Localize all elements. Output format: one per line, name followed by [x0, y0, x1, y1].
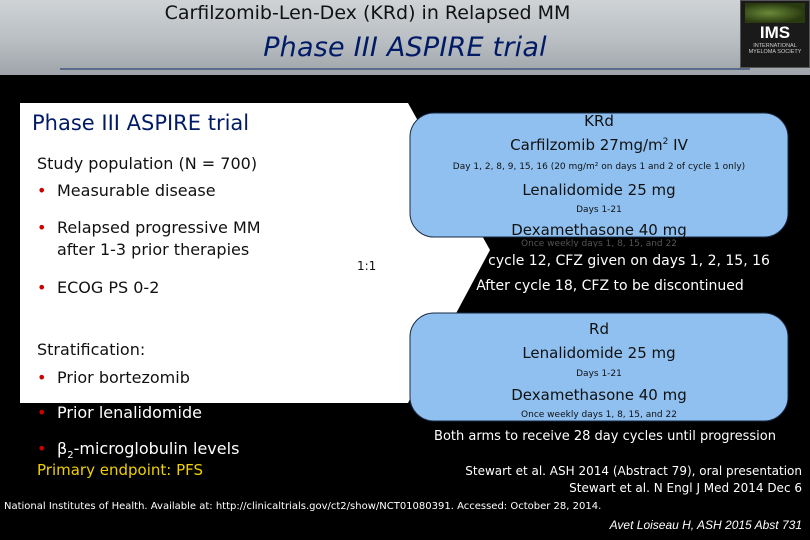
- slide-title: Carfilzomib-Len-Dex (KRd) in Relapsed MM: [164, 2, 571, 24]
- slide-subtitle: Phase III ASPIRE trial: [263, 32, 547, 63]
- krd-carfilzomib-days: Day 1, 2, 8, 9, 15, 16 (20 mg/m² on days 1 and 2 of cycle 1 only): [452, 162, 746, 172]
- rd-lenalidomide: Lenalidomide 25 mg: [522, 344, 676, 362]
- krd-title: KRd: [584, 112, 614, 130]
- bullet-measurable: • Measurable disease: [37, 181, 216, 200]
- bullet-relapsed-cont: after 1-3 prior therapies: [57, 240, 250, 259]
- logo-subtext: INTERNATIONAL MYELOMA SOCIETY: [748, 43, 802, 55]
- krd-lenalidomide: Lenalidomide 25 mg: [522, 181, 676, 199]
- note-after-cycle-12: After cycle 12, CFZ given on days 1, 2, 15, 16: [450, 253, 770, 269]
- stratification-title: Stratification:: [37, 340, 146, 359]
- reference-4: Avet Loiseau H, ASH 2015 Abst 731: [609, 518, 802, 532]
- krd-box: [410, 113, 788, 237]
- reference-2: Stewart et al. N Engl J Med 2014 Dec 6: [569, 481, 802, 495]
- reference-3: National Institutes of Health. Available at: http://clinicaltrials.gov/ct2/show/NCT01080391. Accessed: October 28, 2014.: [4, 501, 602, 512]
- bullet-b2m: • $\beta_2$-microglobulin levels: [37, 439, 240, 462]
- left-heading: Phase III ASPIRE trial: [32, 111, 250, 135]
- bullet-relapsed: • Relapsed progressive MM: [37, 218, 261, 237]
- rd-dexamethasone: Dexamethasone 40 mg: [511, 386, 687, 404]
- population: Study population (N = 700): [37, 154, 258, 173]
- both-arms-note: Both arms to receive 28 day cycles until progression: [434, 429, 776, 444]
- krd-lenalidomide-days: Days 1-21: [576, 205, 622, 215]
- rd-title: Rd: [589, 320, 609, 338]
- krd-dexamethasone-days: Once weekly days 1, 8, 15, and 22: [521, 239, 677, 247]
- rd-lenalidomide-days: Days 1-21: [576, 369, 622, 379]
- krd-carfilzomib: Carfilzomib $27mg/m^2$ IV: [510, 136, 688, 154]
- rd-dexamethasone-days: Once weekly days 1, 8, 15, and 22: [521, 410, 677, 420]
- bullet-ecog: • ECOG PS 0-2: [37, 278, 160, 297]
- randomization-ratio: 1:1: [357, 259, 377, 273]
- note-after-cycle-18: After cycle 18, CFZ to be discontinued: [476, 278, 744, 294]
- bullet-bortezomib: • Prior bortezomib: [37, 368, 190, 387]
- krd-dexamethasone: Dexamethasone 40 mg: [511, 221, 687, 239]
- logo-text: IMS: [759, 23, 791, 42]
- bullet-lenalidomide: • Prior lenalidomide: [37, 403, 202, 422]
- primary-endpoint: Primary endpoint: PFS: [37, 461, 203, 479]
- reference-1: Stewart et al. ASH 2014 (Abstract 79), oral presentation: [465, 464, 802, 478]
